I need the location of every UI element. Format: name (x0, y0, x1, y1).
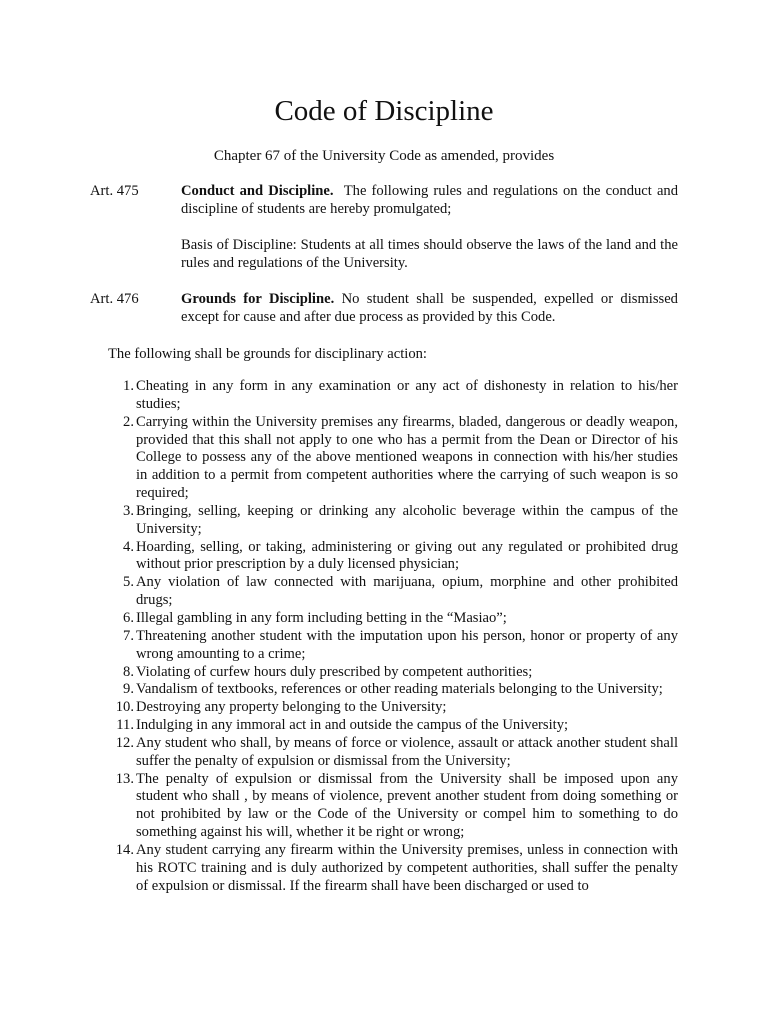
list-item-number: 9. (123, 681, 134, 698)
list-item-number: 2. (123, 413, 134, 430)
list-item-text: Bringing, selling, keeping or drinking any alcoholic beverage within the campus of the University; (136, 502, 678, 537)
list-item (108, 503, 678, 539)
list-item-text: Carrying within the University premises any firearms, bladed, dangerous or deadly weapon, provided that this shall not apply to one who has a permit from the Dean or Director of his College to possess any of the above mentioned weapons in connection with his/her studies in addition to a permit from competent authorities where the carrying of such weapon is so required; (136, 413, 678, 502)
list-item (108, 735, 678, 771)
list-item-text: Violating of curfew hours duly prescribed by competent authorities; (136, 663, 533, 680)
list-item-text: Hoarding, selling, or taking, administering or giving out any regulated or prohibited drug without prior prescription by a duly licensed physician; (136, 538, 678, 573)
list-item-text: Threatening another student with the imputation upon his person, honor or property of any wrong amounting to a crime; (136, 627, 678, 662)
article-body (181, 182, 678, 272)
article-paragraph (181, 182, 678, 218)
article-text: The following rules and regulations on the conduct and discipline of students are hereby promulgated; (181, 183, 679, 217)
list-item-number: 3. (123, 502, 134, 519)
list-item-number: 4. (123, 538, 134, 555)
list-item-text: Any violation of law connected with marijuana, opium, morphine and other prohibited drugs; (136, 574, 678, 609)
list-item-text: Destroying any property belonging to the University; (136, 699, 447, 716)
page-title: Code of Discipline (274, 95, 494, 127)
list-item-number: 13. (115, 770, 134, 787)
article-heading: Conduct and Discipline. (181, 183, 334, 199)
list-item-number: 8. (123, 663, 134, 680)
list-item (108, 681, 678, 699)
list-item-text: Cheating in any form in any examination or any act of dishonesty in relation to his/her studies; (136, 378, 678, 412)
article-number: Art. 476 (90, 291, 139, 307)
list-item-number: 14. (115, 841, 134, 858)
list-item-number: 5. (123, 574, 134, 591)
list-item (108, 610, 678, 628)
article-text: No student shall be suspended, expelled or dismissed except for cause and after due process as provided by this Code. (181, 291, 678, 325)
article-476 (90, 290, 678, 326)
list-item-text: Any student who shall, by means of force or violence, assault or attack another student shall suffer the penalty of expulsion or dismissal from the University; (136, 734, 678, 769)
list-item (108, 771, 678, 842)
list-item-text: Indulging in any immoral act in and outside the campus of the University; (136, 717, 569, 734)
list-item-number: 10. (115, 699, 134, 716)
list-item-number: 6. (123, 609, 134, 626)
list-item-text: The penalty of expulsion or dismissal from the University shall be imposed upon any student who shall , by means of violence, prevent another student from doing something or not prohibited by law or the Code of the University or compel him to something to do something against his will, whether it be right or wrong; (136, 770, 678, 841)
article-heading: Grounds for Discipline. (181, 291, 335, 307)
list-item (108, 628, 678, 664)
article-number: Art. 475 (90, 183, 139, 199)
list-item-number: 12. (115, 734, 134, 751)
list-item-text: Illegal gambling in any form including betting in the “Masiao”; (136, 609, 507, 626)
page-subtitle: Chapter 67 of the University Code as amended, provides (213, 148, 555, 164)
list-item-text: Any student carrying any firearm within the University premises, unless in connection with his ROTC training and is duly authorized by competent authorities, shall suffer the penalty of expulsion or dismissal. If the firearm shall have been discharged or used to (136, 841, 678, 894)
list-item (108, 842, 678, 896)
list-item (108, 414, 678, 503)
article-475 (90, 182, 678, 272)
article-extra-paragraph: Basis of Discipline: Students at all times should observe the laws of the land and the rules and regulations of the University. (181, 237, 678, 271)
grounds-intro: The following shall be grounds for disciplinary action: (108, 346, 427, 362)
list-item-number: 1. (123, 378, 134, 394)
list-item (108, 539, 678, 575)
list-item (108, 717, 678, 735)
list-item (108, 378, 678, 414)
list-item-number: 11. (116, 717, 134, 734)
list-item (108, 574, 678, 610)
article-body (181, 290, 678, 326)
grounds-list (108, 378, 678, 895)
list-item-text: Vandalism of textbooks, references or other reading materials belonging to the University; (136, 681, 663, 698)
list-item (108, 664, 678, 682)
article-paragraph (181, 290, 678, 326)
list-item (108, 699, 678, 717)
list-item-number: 7. (123, 627, 134, 644)
